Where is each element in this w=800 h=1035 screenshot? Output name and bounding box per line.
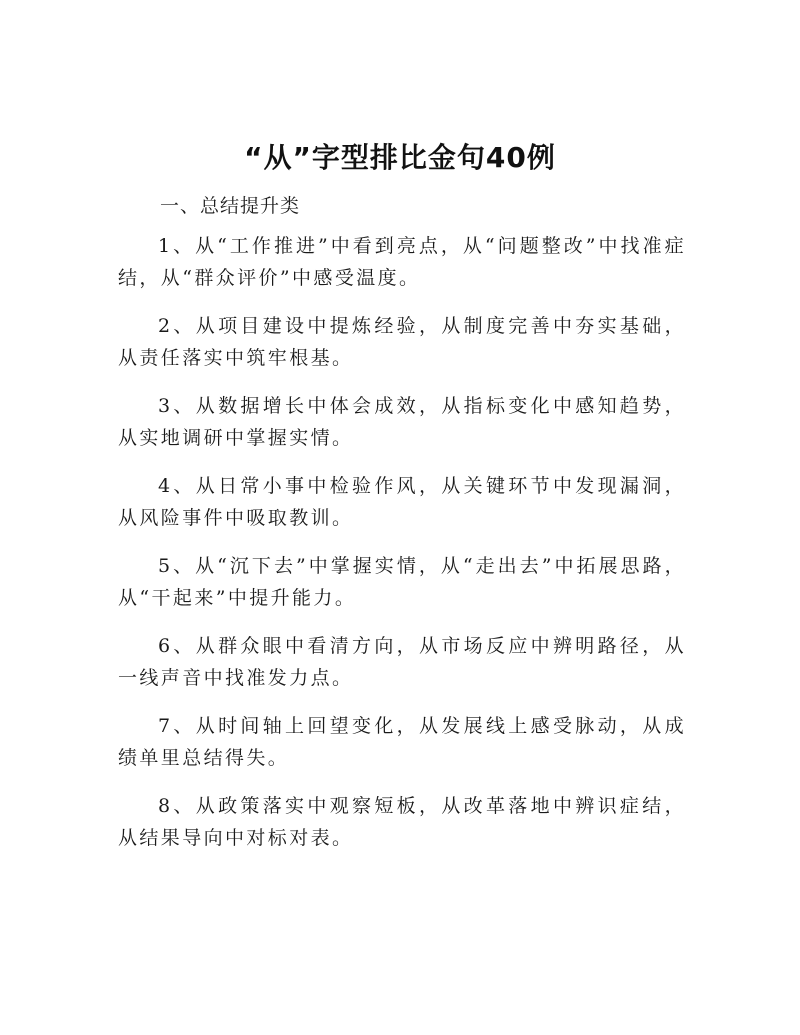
paragraph-3: 3、从数据增长中体会成效，从指标变化中感知趋势，从实地调研中掌握实情。 (118, 395, 686, 449)
paragraph-7: 7、从时间轴上回望变化，从发展线上感受脉动，从成绩单里总结得失。 (118, 715, 686, 769)
paragraph-4: 4、从日常小事中检验作风，从关键环节中发现漏洞，从风险事件中吸取教训。 (118, 475, 686, 529)
paragraph-1: 1、从“工作推进”中看到亮点，从“问题整改”中找准症结，从“群众评价”中感受温度。 (118, 235, 686, 289)
paragraph-5: 5、从“沉下去”中掌握实情，从“走出去”中拓展思路，从“干起来”中提升能力。 (118, 555, 686, 609)
paragraph-6: 6、从群众眼中看清方向，从市场反应中辨明路径，从一线声音中找准发力点。 (118, 635, 686, 689)
paragraph-2: 2、从项目建设中提炼经验，从制度完善中夯实基础，从责任落实中筑牢根基。 (118, 315, 686, 369)
document-body (118, 230, 686, 870)
section-heading: 一、总结提升类 (160, 195, 301, 217)
paragraph-8: 8、从政策落实中观察短板，从改革落地中辨识症结，从结果导向中对标对表。 (118, 795, 686, 849)
document-title: “从”字型排比金句40例 (244, 141, 556, 174)
